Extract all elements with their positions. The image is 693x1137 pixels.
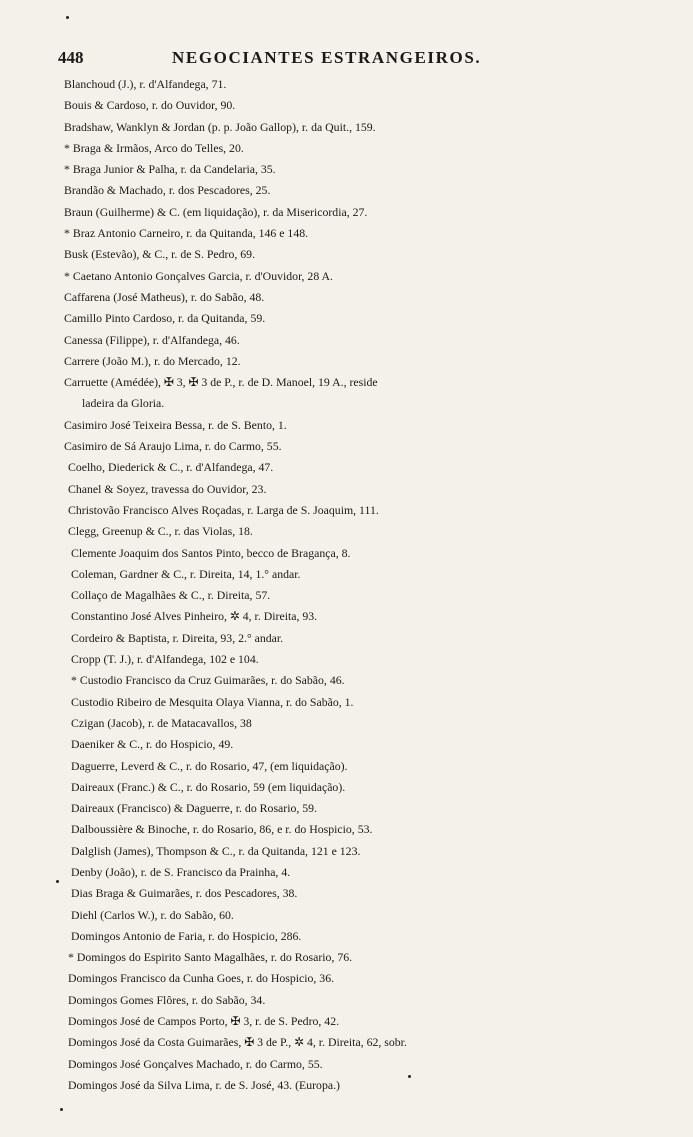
directory-entry: Domingos José Gonçalves Machado, r. do Carmo, 55. — [68, 1056, 323, 1071]
directory-entry: Clegg, Greenup & C., r. das Violas, 18. — [68, 524, 253, 539]
directory-entry: Casimiro de Sá Araujo Lima, r. do Carmo, 55. — [64, 439, 282, 454]
directory-entry-continuation: ladeira da Gloria. — [82, 396, 165, 411]
directory-entry: Daeniker & C., r. do Hospicio, 49. — [71, 737, 234, 752]
directory-entry: Carrere (João M.), r. do Mercado, 12. — [64, 353, 241, 368]
directory-entry: * Custodio Francisco da Cruz Guimarães, r. do Sabão, 46. — [71, 673, 345, 688]
directory-entry: Constantino José Alves Pinheiro, ✲ 4, r. Direita, 93. — [71, 609, 318, 624]
merchant-directory-list — [0, 74, 693, 1096]
directory-entry: * Braga & Irmãos, Arco do Telles, 20. — [64, 140, 244, 155]
directory-entry: Domingos José da Costa Guimarães, ✠ 3 de P., ✲ 4, r. Direita, 62, sobr. — [68, 1035, 407, 1050]
directory-entry: * Caetano Antonio Gonçalves Garcia, r. d'Ouvidor, 28 A. — [64, 268, 333, 283]
directory-entry: Collaço de Magalhães & C., r. Direita, 57. — [71, 588, 271, 603]
directory-entry: Daireaux (Francisco) & Daguerre, r. do Rosario, 59. — [71, 801, 318, 816]
page-number: 448 — [58, 48, 84, 67]
directory-entry: Daguerre, Leverd & C., r. do Rosario, 47, (em liquidação). — [71, 758, 348, 773]
directory-entry: Domingos Gomes Flôres, r. do Sabão, 34. — [68, 992, 266, 1007]
directory-entry: Dias Braga & Guimarães, r. dos Pescadores, 38. — [71, 886, 298, 901]
directory-entry: Coleman, Gardner & C., r. Direita, 14, 1.° andar. — [71, 566, 301, 581]
directory-entry: Cordeiro & Baptista, r. Direita, 93, 2.° andar. — [71, 630, 284, 645]
directory-entry: Coelho, Diederick & C., r. d'Alfandega, 47. — [68, 460, 274, 475]
directory-entry: Domingos José de Campos Porto, ✠ 3, r. de S. Pedro, 42. — [68, 1014, 340, 1029]
ink-speck — [408, 1075, 411, 1078]
directory-entry: * Braz Antonio Carneiro, r. da Quitanda, 146 e 148. — [64, 226, 309, 241]
directory-entry: Blanchoud (J.), r. d'Alfandega, 71. — [64, 77, 227, 91]
directory-entry: Christovão Francisco Alves Roçadas, r. Larga de S. Joaquim, 111. — [68, 502, 379, 517]
directory-entry: Canessa (Filippe), r. d'Alfandega, 46. — [64, 332, 240, 347]
directory-entry: Brandão & Machado, r. dos Pescadores, 25. — [64, 183, 271, 198]
directory-entry: Cropp (T. J.), r. d'Alfandega, 102 e 104. — [71, 652, 259, 667]
directory-entry: Bradshaw, Wanklyn & Jordan (p. p. João Gallop), r. da Quit., 159. — [64, 119, 376, 134]
directory-entry: Domingos Antonio de Faria, r. do Hospicio, 286. — [71, 928, 302, 943]
directory-entry: Casimiro José Teixeira Bessa, r. de S. Bento, 1. — [64, 417, 287, 432]
directory-entry: Domingos José da Silva Lima, r. de S. José, 43. (Europa.) — [68, 1077, 340, 1092]
directory-entry: Custodio Ribeiro de Mesquita Olaya Vianna, r. do Sabão, 1. — [71, 694, 354, 709]
ink-speck — [66, 16, 69, 19]
directory-entry: Carruette (Amédée), ✠ 3, ✠ 3 de P., r. de D. Manoel, 19 A., reside — [64, 375, 378, 390]
running-title: NEGOCIANTES ESTRANGEIROS. — [172, 48, 482, 67]
directory-entry: Dalglish (James), Thompson & C., r. da Quitanda, 121 e 123. — [71, 843, 361, 858]
directory-entry: Dalboussière & Binoche, r. do Rosario, 86, e r. do Hospicio, 53. — [71, 822, 373, 837]
directory-entry: Braun (Guilherme) & C. (em liquidação), r. da Misericordia, 27. — [64, 204, 368, 219]
page-header — [58, 48, 628, 72]
directory-entry: Bouis & Cardoso, r. do Ouvidor, 90. — [64, 98, 236, 113]
ink-speck — [60, 1108, 63, 1111]
directory-entry: Camillo Pinto Cardoso, r. da Quitanda, 59. — [64, 311, 266, 326]
directory-entry: Diehl (Carlos W.), r. do Sabão, 60. — [71, 907, 234, 922]
directory-entry: * Domingos do Espirito Santo Magalhães, r. do Rosario, 76. — [68, 950, 353, 965]
directory-entry: Daireaux (Franc.) & C., r. do Rosario, 59 (em liquidação). — [71, 779, 346, 794]
directory-entry: Chanel & Soyez, travessa do Ouvidor, 23. — [68, 481, 267, 496]
ink-speck — [56, 880, 59, 883]
directory-entry: Clemente Joaquim dos Santos Pinto, becco de Bragança, 8. — [71, 545, 351, 560]
directory-entry: Denby (João), r. de S. Francisco da Prainha, 4. — [71, 864, 291, 879]
directory-entry: * Braga Junior & Palha, r. da Candelaria, 35. — [64, 162, 276, 177]
directory-entry: Busk (Estevão), & C., r. de S. Pedro, 69. — [64, 247, 256, 262]
directory-entry: Caffarena (José Matheus), r. do Sabão, 48. — [64, 289, 265, 304]
directory-entry: Czigan (Jacob), r. de Matacavallos, 38 — [71, 715, 252, 730]
directory-entry: Domingos Francisco da Cunha Goes, r. do Hospicio, 36. — [68, 971, 335, 986]
